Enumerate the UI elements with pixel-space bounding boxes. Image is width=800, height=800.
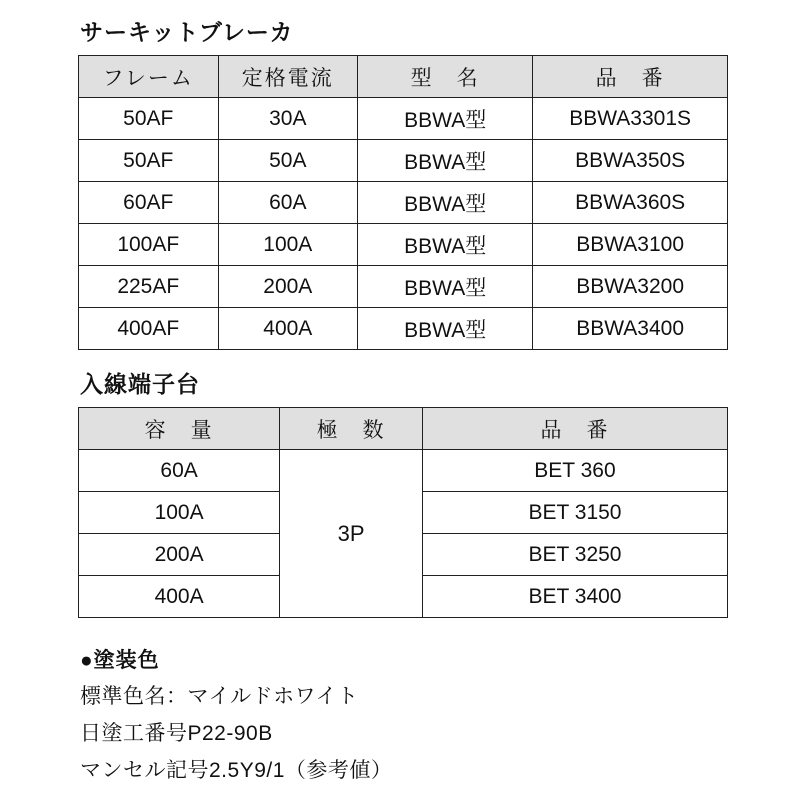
table-row [79,450,728,492]
cell-model-name: BBWA型 [358,266,533,308]
cell-part-number: BBWA3400 [533,308,728,350]
cell-model-name: BBWA型 [358,308,533,350]
breaker-section-title: サーキットブレーカ [80,19,294,45]
column-header-model-name: 型 名 [358,56,533,98]
cell-capacity: 400A [79,576,280,618]
cell-rated-current: 30A [218,98,358,140]
cell-model-name: BBWA型 [358,98,533,140]
cell-part-number: BBWA350S [533,140,728,182]
cell-rated-current: 400A [218,308,358,350]
column-header-poles: 極 数 [280,408,423,450]
cell-part-number: BBWA3301S [533,98,728,140]
cell-model-name: BBWA型 [358,140,533,182]
table-header-row [79,408,728,450]
cell-capacity: 200A [79,534,280,576]
note-nittoko-number: 日塗工番号P22-90B [80,722,273,745]
cell-part-number: BBWA360S [533,182,728,224]
cell-capacity: 100A [79,492,280,534]
cell-part-number: BET 3400 [422,576,727,618]
column-header-rated-current: 定格電流 [218,56,358,98]
note-standard-color-name: 標準色名：マイルドホワイト [80,685,359,708]
column-header-capacity: 容 量 [79,408,280,450]
column-header-frame: フレーム [79,56,219,98]
cell-frame: 60AF [79,182,219,224]
column-header-part-number: 品 番 [422,408,727,450]
cell-frame: 400AF [79,308,219,350]
cell-part-number: BET 3250 [422,534,727,576]
circuit-breaker-table [78,55,728,350]
terminal-section-title: 入線端子台 [80,371,200,397]
cell-frame: 50AF [79,98,219,140]
table-row [79,98,728,140]
terminal-block-table [78,407,728,618]
cell-poles: 3P [280,450,423,618]
cell-model-name: BBWA型 [358,182,533,224]
paint-color-notes [80,644,728,784]
table-row [79,182,728,224]
cell-part-number: BET 360 [422,450,727,492]
cell-part-number: BET 3150 [422,492,727,534]
cell-frame: 50AF [79,140,219,182]
table-row [79,266,728,308]
cell-rated-current: 100A [218,224,358,266]
cell-part-number: BBWA3200 [533,266,728,308]
cell-model-name: BBWA型 [358,224,533,266]
table-row [79,140,728,182]
cell-rated-current: 200A [218,266,358,308]
cell-rated-current: 50A [218,140,358,182]
cell-part-number: BBWA3100 [533,224,728,266]
table-row [79,224,728,266]
column-header-part-number: 品 番 [533,56,728,98]
note-munsell-code: マンセル記号2.5Y9/1（参考値） [80,759,393,782]
table-header-row [79,56,728,98]
cell-frame: 225AF [79,266,219,308]
cell-frame: 100AF [79,224,219,266]
table-row [79,308,728,350]
cell-rated-current: 60A [218,182,358,224]
paint-color-heading: ●塗装色 [80,649,160,672]
cell-capacity: 60A [79,450,280,492]
